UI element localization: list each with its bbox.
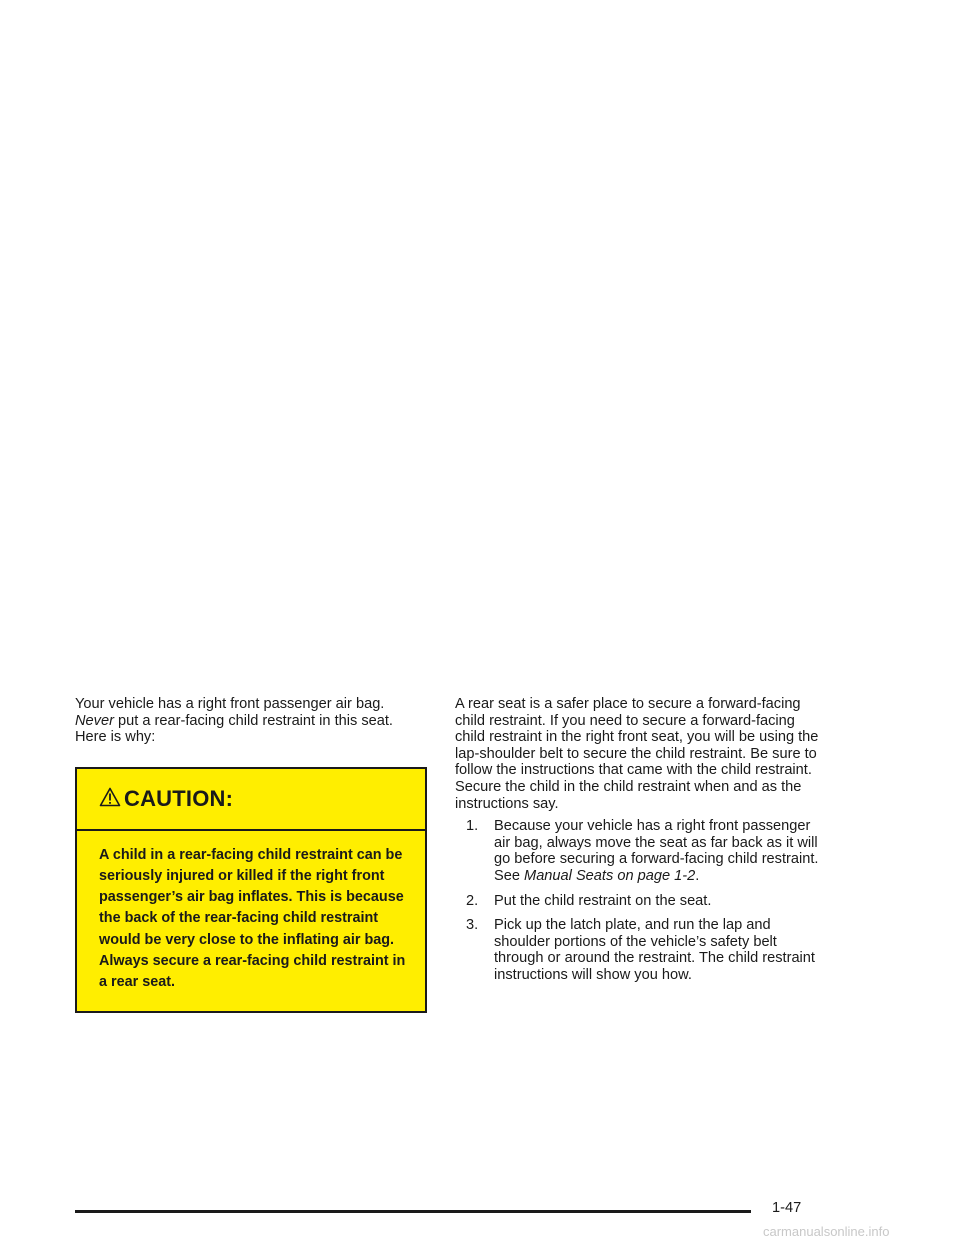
forward-facing-paragraph: A rear seat is a safer place to secure a forward-facing child restraint. If you need to secure a forward-facing child restraint in the right front seat, you will be using the lap-shoulder belt to secure the child restraint. Be sure to follow the instructions that came with the child restraint. Secure the child in the child restraint when and as the instructions say. bbox=[455, 696, 819, 812]
intro-line-1: Your vehicle has a right front passenger air bag. bbox=[75, 696, 385, 712]
right-column bbox=[455, 696, 825, 992]
left-column bbox=[75, 696, 431, 1013]
step-1 bbox=[455, 818, 825, 884]
step-number: 3. bbox=[466, 917, 479, 934]
manual-seats-link[interactable]: Manual Seats on page 1-2 bbox=[524, 867, 696, 884]
watermark: carmanualsonline.info bbox=[763, 1224, 890, 1239]
intro-never-emphasis: Never bbox=[75, 712, 114, 729]
caution-header bbox=[77, 769, 425, 831]
installation-steps bbox=[455, 818, 825, 983]
step-1-text: Because your vehicle has a right front passenger air bag, always move the seat as far back as it will go before securing a forward-facing child restraint. See bbox=[494, 818, 819, 884]
intro-line-3: Here is why: bbox=[75, 729, 156, 746]
step-text: Pick up the latch plate, and run the lap and shoulder portions of the vehicle’s safety belt through or around the restraint. The child restraint instructions will show you how. bbox=[494, 917, 815, 983]
intro-line-2: put a rear-facing child restraint in this seat. bbox=[113, 712, 393, 729]
step-1-end: . bbox=[695, 867, 700, 884]
caution-box bbox=[75, 767, 427, 1013]
intro-paragraph bbox=[75, 696, 431, 746]
step-3 bbox=[455, 917, 825, 983]
footer-rule bbox=[75, 1210, 751, 1213]
page-number: 1-47 bbox=[772, 1200, 802, 1216]
step-number: 1. bbox=[466, 818, 479, 835]
caution-body: A child in a rear-facing child restraint can be seriously injured or killed if the right front passenger’s air bag inflates. This is because the back of the rear-facing child restraint would be very close to the inflating air bag. Always secure a rear-facing child restraint in a rear seat. bbox=[77, 831, 425, 1011]
step-text: Put the child restraint on the seat. bbox=[494, 892, 712, 909]
step-text bbox=[494, 818, 825, 884]
step-number: 2. bbox=[466, 892, 479, 909]
caution-title: CAUTION: bbox=[124, 785, 234, 811]
step-2 bbox=[455, 893, 825, 910]
warning-triangle-icon bbox=[99, 787, 121, 807]
